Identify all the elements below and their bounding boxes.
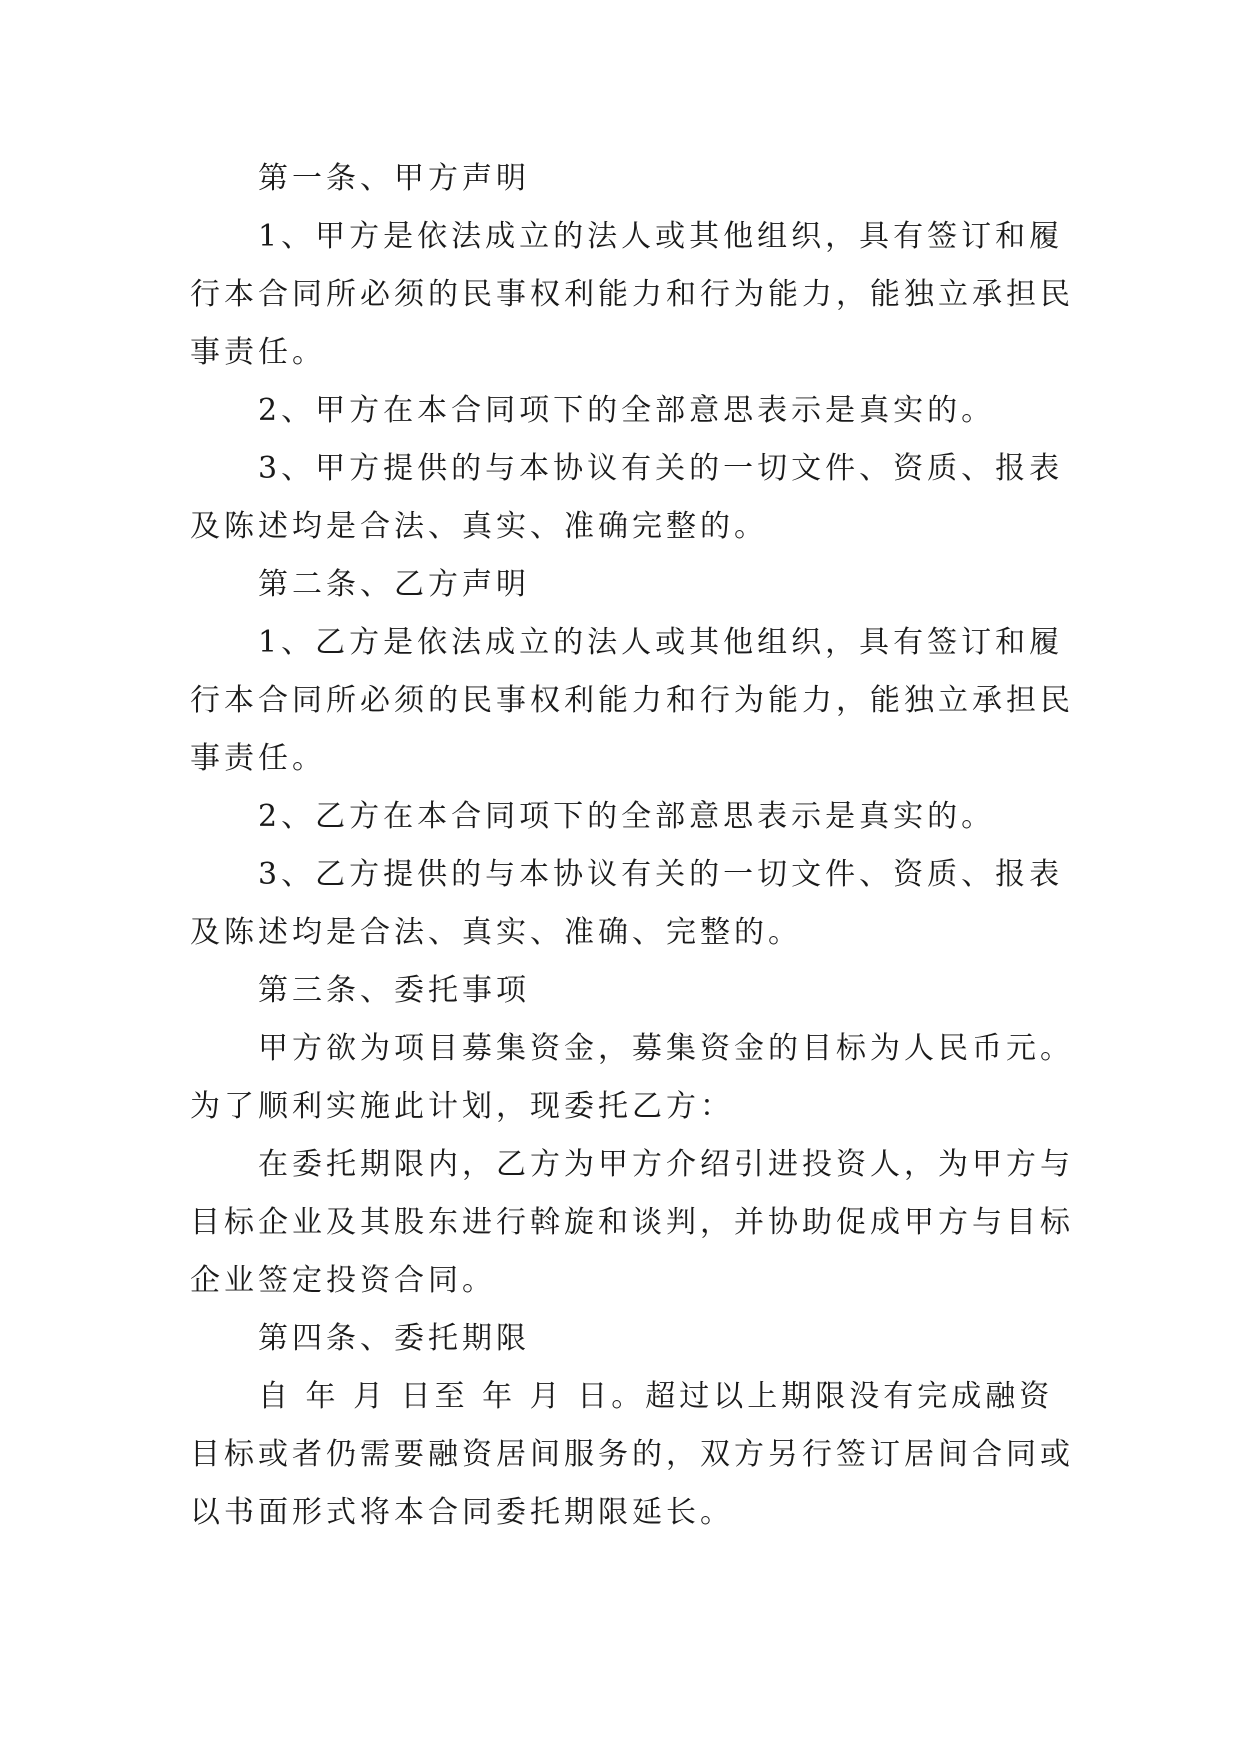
- text-line: 在委托期限内，乙方为甲方介绍引进投资人，为甲方与: [258, 1147, 1074, 1182]
- article-2-heading: 第二条、乙方声明: [258, 567, 530, 602]
- text-line: 以书面形式将本合同委托期限延长。: [190, 1495, 734, 1530]
- text-line: 2、乙方在本合同项下的全部意思表示是真实的。: [258, 799, 996, 834]
- text-line: 行本合同所必须的民事权利能力和行为能力，能独立承担民: [190, 683, 1074, 718]
- text-line: 自 年 月 日至 年 月 日。超过以上期限没有完成融资: [258, 1379, 1054, 1414]
- text-line: 1、甲方是依法成立的法人或其他组织，具有签订和履: [258, 219, 1064, 254]
- text-line: 行本合同所必须的民事权利能力和行为能力，能独立承担民: [190, 277, 1074, 312]
- article-4-heading: 第四条、委托期限: [258, 1321, 530, 1356]
- text-line: 1、乙方是依法成立的法人或其他组织，具有签订和履: [258, 625, 1064, 660]
- text-line: 目标企业及其股东进行斡旋和谈判，并协助促成甲方与目标: [190, 1205, 1074, 1240]
- text-line: 3、乙方提供的与本协议有关的一切文件、资质、报表: [258, 857, 1064, 892]
- text-line: 3、甲方提供的与本协议有关的一切文件、资质、报表: [258, 451, 1064, 486]
- text-line: 及陈述均是合法、真实、准确完整的。: [190, 509, 768, 544]
- text-line: 目标或者仍需要融资居间服务的，双方另行签订居间合同或: [190, 1437, 1074, 1472]
- text-line: 企业签定投资合同。: [190, 1263, 496, 1298]
- text-line: 事责任。: [190, 335, 326, 370]
- document-body: [190, 150, 1074, 1542]
- text-line: 甲方欲为项目募集资金，募集资金的目标为人民币元。: [258, 1031, 1074, 1066]
- article-3-heading: 第三条、委托事项: [258, 973, 530, 1008]
- text-line: 为了顺利实施此计划，现委托乙方：: [190, 1089, 734, 1124]
- text-line: 2、甲方在本合同项下的全部意思表示是真实的。: [258, 393, 996, 428]
- text-line: 及陈述均是合法、真实、准确、完整的。: [190, 915, 802, 950]
- text-line: 事责任。: [190, 741, 326, 776]
- article-1-heading: 第一条、甲方声明: [258, 161, 530, 196]
